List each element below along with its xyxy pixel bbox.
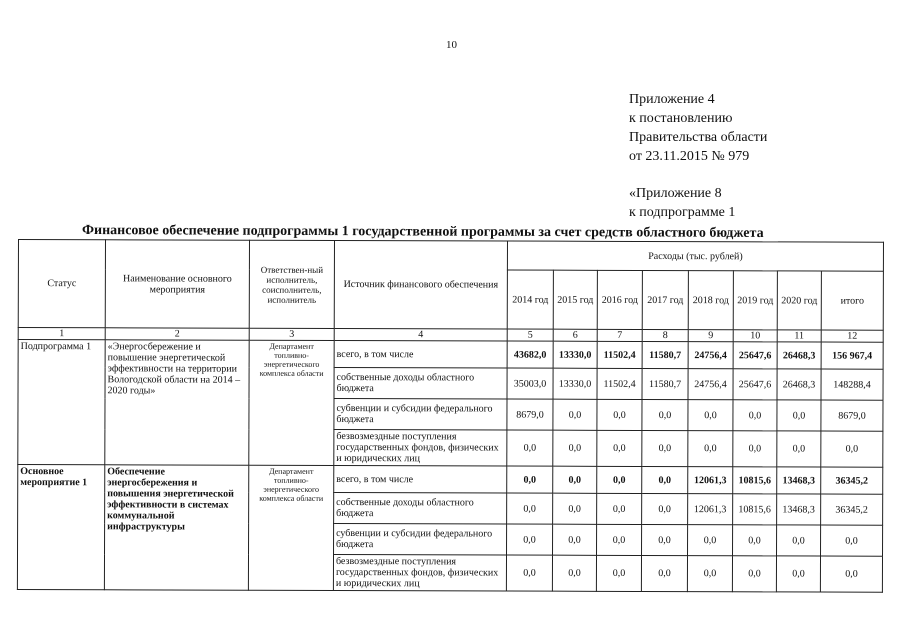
page-number: 10 (446, 39, 457, 51)
row-value: 0,0 (642, 466, 688, 493)
row-value: 13468,3 (777, 494, 821, 525)
row-value: 8679,0 (507, 399, 553, 430)
row-value: 0,0 (553, 430, 597, 466)
row-value: 11502,4 (597, 368, 642, 399)
attachment-line: «Приложение 8 (629, 186, 722, 201)
row-value: 0,0 (688, 431, 733, 467)
header-source: Источник финансового обеспечения (334, 240, 507, 329)
row-value: 35003,0 (507, 368, 553, 399)
row-status: Подпрограмма 1 (18, 340, 105, 465)
row-value: 0,0 (507, 524, 553, 555)
row-value: 13330,0 (553, 368, 597, 399)
column-number: 5 (507, 329, 553, 341)
column-number: 11 (777, 330, 821, 342)
row-value: 0,0 (642, 524, 688, 555)
row-value: 0,0 (777, 400, 821, 431)
column-number: 10 (733, 330, 777, 342)
column-number: 1 (18, 328, 105, 340)
header-status: Статус (18, 240, 105, 328)
column-number: 12 (821, 330, 883, 342)
row-value: 0,0 (553, 524, 597, 555)
row-value: 36345,2 (821, 494, 883, 525)
row-value: 0,0 (733, 400, 777, 431)
table-row (18, 465, 883, 495)
row-source: собственные доходы областного бюджета (334, 367, 507, 399)
row-value: 0,0 (597, 524, 642, 555)
table-row (18, 340, 883, 370)
row-source: безвозмездные поступления государственных фондов, физических и юридических лиц (333, 554, 506, 591)
row-source: всего, в том числе (334, 465, 507, 493)
header-year: 2016 год (597, 270, 642, 329)
row-value: 0,0 (777, 431, 821, 467)
row-value: 0,0 (596, 555, 641, 591)
header-year: 2020 год (777, 271, 821, 330)
header-year: 2017 год (642, 270, 688, 329)
row-source: субвенции и субсидии федерального бюджета (334, 398, 507, 430)
row-value: 12061,3 (688, 494, 733, 525)
row-value: 0,0 (821, 525, 883, 556)
row-value: 0,0 (687, 556, 732, 592)
document-title: Финансовое обеспечение подпрограммы 1 государственной программы за счет средств областного бюджета (81, 223, 764, 241)
row-value: 0,0 (688, 525, 733, 556)
row-value: 0,0 (597, 466, 642, 493)
column-number: 3 (249, 328, 334, 340)
row-value: 0,0 (597, 493, 642, 524)
column-number: 4 (334, 328, 507, 341)
row-value: 11580,7 (642, 368, 688, 399)
column-number: 2 (105, 328, 249, 340)
attachment-block (629, 90, 767, 222)
row-value: 0,0 (507, 493, 553, 524)
row-value: 11502,4 (597, 341, 642, 368)
row-value: 0,0 (776, 556, 820, 592)
row-executor: Департамент топливно-энергетического комплекса области (249, 340, 334, 465)
attachment-line: Приложение 4 (629, 92, 715, 107)
row-measure: Обеспечение энергосбережения и повышения энергетической эффективности в системах коммунальной инфраструктуры (104, 465, 248, 590)
row-value: 43682,0 (507, 341, 553, 368)
header-year: 2014 год (507, 270, 553, 329)
row-measure: «Энергосбережение и повышение энергетической эффективности на территории Вологодской области на 2014 – 2020 годы» (105, 340, 249, 465)
row-value: 11580,7 (642, 341, 688, 368)
column-number: 9 (688, 330, 733, 342)
row-value: 0,0 (507, 466, 553, 493)
row-value: 24756,4 (688, 369, 733, 400)
row-value: 36345,2 (821, 467, 883, 494)
attachment-line: к подпрограмме 1 (629, 205, 736, 220)
finance-table (17, 239, 884, 593)
attachment-line: Правительства области (629, 130, 768, 145)
row-value: 25647,6 (733, 342, 777, 369)
header-year: итого (821, 271, 883, 330)
column-number: 7 (597, 329, 642, 341)
row-status: Основное мероприятие 1 (17, 465, 104, 590)
row-source: безвозмездные поступления государственных фондов, физических и юридических лиц (334, 429, 507, 466)
row-value: 0,0 (688, 400, 733, 431)
row-value: 25647,6 (733, 369, 777, 400)
row-source: собственные доходы областного бюджета (334, 492, 507, 524)
header-expenses: Расходы (тыс. рублей) (507, 241, 883, 271)
header-executor: Ответствен-ный исполнитель, соисполнитель, исполнитель (249, 240, 334, 328)
row-value: 0,0 (820, 556, 882, 592)
row-value: 26468,3 (777, 369, 821, 400)
column-number: 8 (642, 329, 688, 341)
row-value: 26468,3 (777, 342, 821, 369)
row-value: 0,0 (506, 555, 552, 591)
row-value: 0,0 (553, 493, 597, 524)
row-value: 13468,3 (777, 467, 821, 494)
row-value: 0,0 (733, 431, 777, 467)
row-value: 0,0 (733, 525, 777, 556)
row-value: 0,0 (642, 399, 688, 430)
row-value: 0,0 (597, 430, 642, 466)
attachment-line: от 23.11.2015 № 979 (629, 149, 750, 164)
row-value: 0,0 (821, 431, 883, 467)
header-year: 2019 год (733, 271, 777, 330)
row-source: всего, в том числе (334, 340, 507, 368)
row-value: 10815,6 (733, 494, 777, 525)
row-value: 8679,0 (821, 400, 883, 431)
attachment-line: к постановлению (629, 111, 733, 126)
header-year: 2018 год (688, 271, 733, 330)
row-value: 0,0 (642, 430, 688, 466)
row-value: 13330,0 (553, 341, 597, 368)
header-measure: Наименование основного мероприятия (105, 240, 249, 328)
row-value: 10815,6 (733, 467, 777, 494)
row-value: 156 967,4 (821, 342, 883, 369)
row-executor: Департамент топливно-энергетического комплекса области (248, 465, 333, 590)
row-value: 0,0 (553, 399, 597, 430)
row-value: 0,0 (641, 555, 687, 591)
row-value: 0,0 (552, 555, 596, 591)
row-source: субвенции и субсидии федерального бюджета (334, 523, 507, 555)
row-value: 0,0 (732, 556, 776, 592)
header-year: 2015 год (553, 270, 597, 329)
row-value: 0,0 (777, 525, 821, 556)
row-value: 0,0 (642, 493, 688, 524)
column-number: 6 (553, 329, 597, 341)
row-value: 148288,4 (821, 369, 883, 400)
row-value: 24756,4 (688, 342, 733, 369)
row-value: 0,0 (507, 430, 553, 466)
row-value: 0,0 (597, 399, 642, 430)
row-value: 12061,3 (688, 467, 733, 494)
row-value: 0,0 (553, 466, 597, 493)
